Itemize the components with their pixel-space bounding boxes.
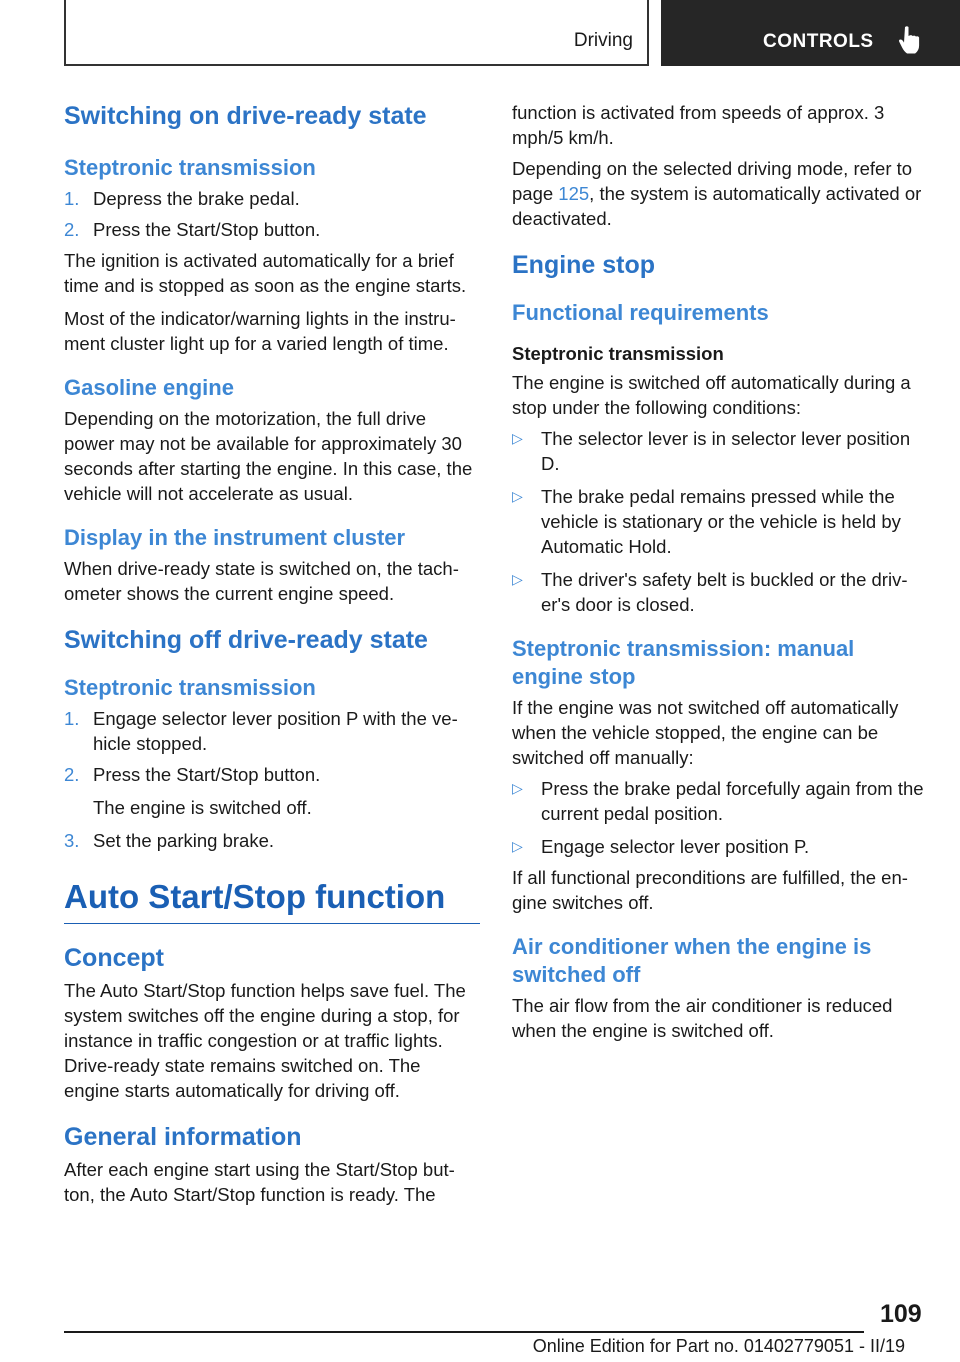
heading-switching-off: Switching off drive-ready state <box>64 626 428 654</box>
heading-auto-start-stop: Auto Start/Stop function <box>64 875 480 924</box>
footer-divider <box>64 1331 864 1333</box>
paragraph-display: When drive-ready state is switched on, the tach‐ometer shows the current engine speed. <box>64 558 459 604</box>
footer-edition: Online Edition for Part no. 01402779051 - II/19 <box>532 1336 905 1356</box>
heading-general-information: General information <box>64 1123 302 1151</box>
page-number: 109 <box>880 1300 922 1328</box>
triangle-bullet-icon: ▷ <box>512 838 523 854</box>
subheading-air-conditioner: Air conditioner when the engine is switched off <box>512 934 872 987</box>
header-chapter-tab <box>661 0 960 66</box>
bullets-manual <box>512 776 928 859</box>
left-column <box>64 100 480 1207</box>
header-section-label: Driving <box>573 30 633 51</box>
list-item <box>512 776 928 826</box>
driving-mode-text-pre: Depending on the selected driving mode, refer to page <box>512 158 913 204</box>
right-column <box>512 100 928 1043</box>
bullet-text: The brake pedal remains pressed while the vehicle is stationary or the vehicle is held by Automatic Hold. <box>541 486 901 557</box>
step-text: Engage selector lever position P with the ve‐hicle stopped. <box>93 708 458 754</box>
subheading-steptronic-on: Steptronic transmission <box>64 155 316 180</box>
bullet-text: The driver's safety belt is buckled or the driv‐er's door is closed. <box>541 569 908 615</box>
bullet-text: The selector lever is in selector lever position D. <box>541 428 911 474</box>
step-text: Press the Start/Stop button. <box>93 764 321 785</box>
heading-engine-stop: Engine stop <box>512 251 656 279</box>
heading-switching-on: Switching on drive-ready state <box>64 102 427 130</box>
step-number: 2. <box>64 219 80 240</box>
list-item <box>64 762 480 787</box>
header-chapter-label: CONTROLS <box>763 31 874 52</box>
paragraph-preconditions: If all functional preconditions are fulfilled, the en‐gine switches off. <box>512 867 908 913</box>
subheading-gasoline: Gasoline engine <box>64 375 234 400</box>
list-item <box>512 834 928 859</box>
step-text: Set the parking brake. <box>93 830 274 851</box>
step-text: Press the Start/Stop button. <box>93 219 321 240</box>
triangle-bullet-icon: ▷ <box>512 780 523 796</box>
triangle-bullet-icon: ▷ <box>512 571 523 587</box>
paragraph-continued: function is activated from speeds of approx. 3 mph/5 km/h. <box>512 102 885 148</box>
triangle-bullet-icon: ▷ <box>512 430 523 446</box>
driving-mode-text-post: , the system is automatically activated or deactivated. <box>512 183 922 229</box>
paragraph-driving-mode <box>512 156 928 231</box>
step-text: Depress the brake pedal. <box>93 188 300 209</box>
pointing-hand-icon <box>897 25 923 55</box>
step-number: 1. <box>64 708 80 729</box>
paragraph-general: After each engine start using the Start/Stop but‐ton, the Auto Start/Stop function is ready. The <box>64 1159 455 1205</box>
paragraph-concept: The Auto Start/Stop function helps save fuel. The system switches off the engine during a stop, for instance in traffic congestion or at traffic lights. Drive-ready state remains switched on. The engine starts automatically for driving off. <box>64 980 466 1101</box>
subheading-functional-requirements: Functional requirements <box>512 300 769 325</box>
step-number: 1. <box>64 188 80 209</box>
paragraph-indicators: Most of the indicator/warning lights in the instru‐ment cluster light up for a varied length of time. <box>64 308 456 354</box>
heading-concept: Concept <box>64 944 164 972</box>
paragraph-air: The air flow from the air conditioner is reduced when the engine is switched off. <box>512 995 893 1041</box>
paragraph-manual: If the engine was not switched off automatically when the vehicle stopped, the engine can be switched off manually: <box>512 697 899 768</box>
header-section-tab <box>64 0 649 66</box>
subheading-steptronic-off: Steptronic transmission <box>64 675 316 700</box>
list-item <box>64 186 480 211</box>
paragraph-gasoline: Depending on the motorization, the full drive power may not be available for approximately 30 seconds after starting the engine. In this case, the vehicle will not accelerate as usual. <box>64 408 473 504</box>
list-item <box>64 828 480 853</box>
step-number: 3. <box>64 830 80 851</box>
paragraph-ignition: The ignition is activated automatically for a brief time and is stopped as soon as the engine starts. <box>64 250 467 296</box>
list-item <box>512 426 928 476</box>
bullets-conditions <box>512 426 928 617</box>
steps-switch-on <box>64 186 480 242</box>
triangle-bullet-icon: ▷ <box>512 488 523 504</box>
bullet-text: Press the brake pedal forcefully again from the current pedal position. <box>541 778 924 824</box>
paragraph-functional: The engine is switched off automatically during a stop under the following conditions: <box>512 372 911 418</box>
list-item <box>512 567 928 617</box>
step-result: The engine is switched off. <box>93 797 312 818</box>
steps-switch-off <box>64 706 480 853</box>
bold-heading-steptronic: Steptronic transmission <box>512 343 724 364</box>
step-number: 2. <box>64 764 80 785</box>
subheading-manual-engine-stop: Steptronic transmission: manual engine stop <box>512 636 855 689</box>
subheading-display: Display in the instrument cluster <box>64 525 406 550</box>
list-item <box>64 706 480 756</box>
bullet-text: Engage selector lever position P. <box>541 836 810 857</box>
page-reference-link[interactable]: 125 <box>558 183 590 204</box>
list-item <box>64 217 480 242</box>
list-item <box>512 484 928 559</box>
